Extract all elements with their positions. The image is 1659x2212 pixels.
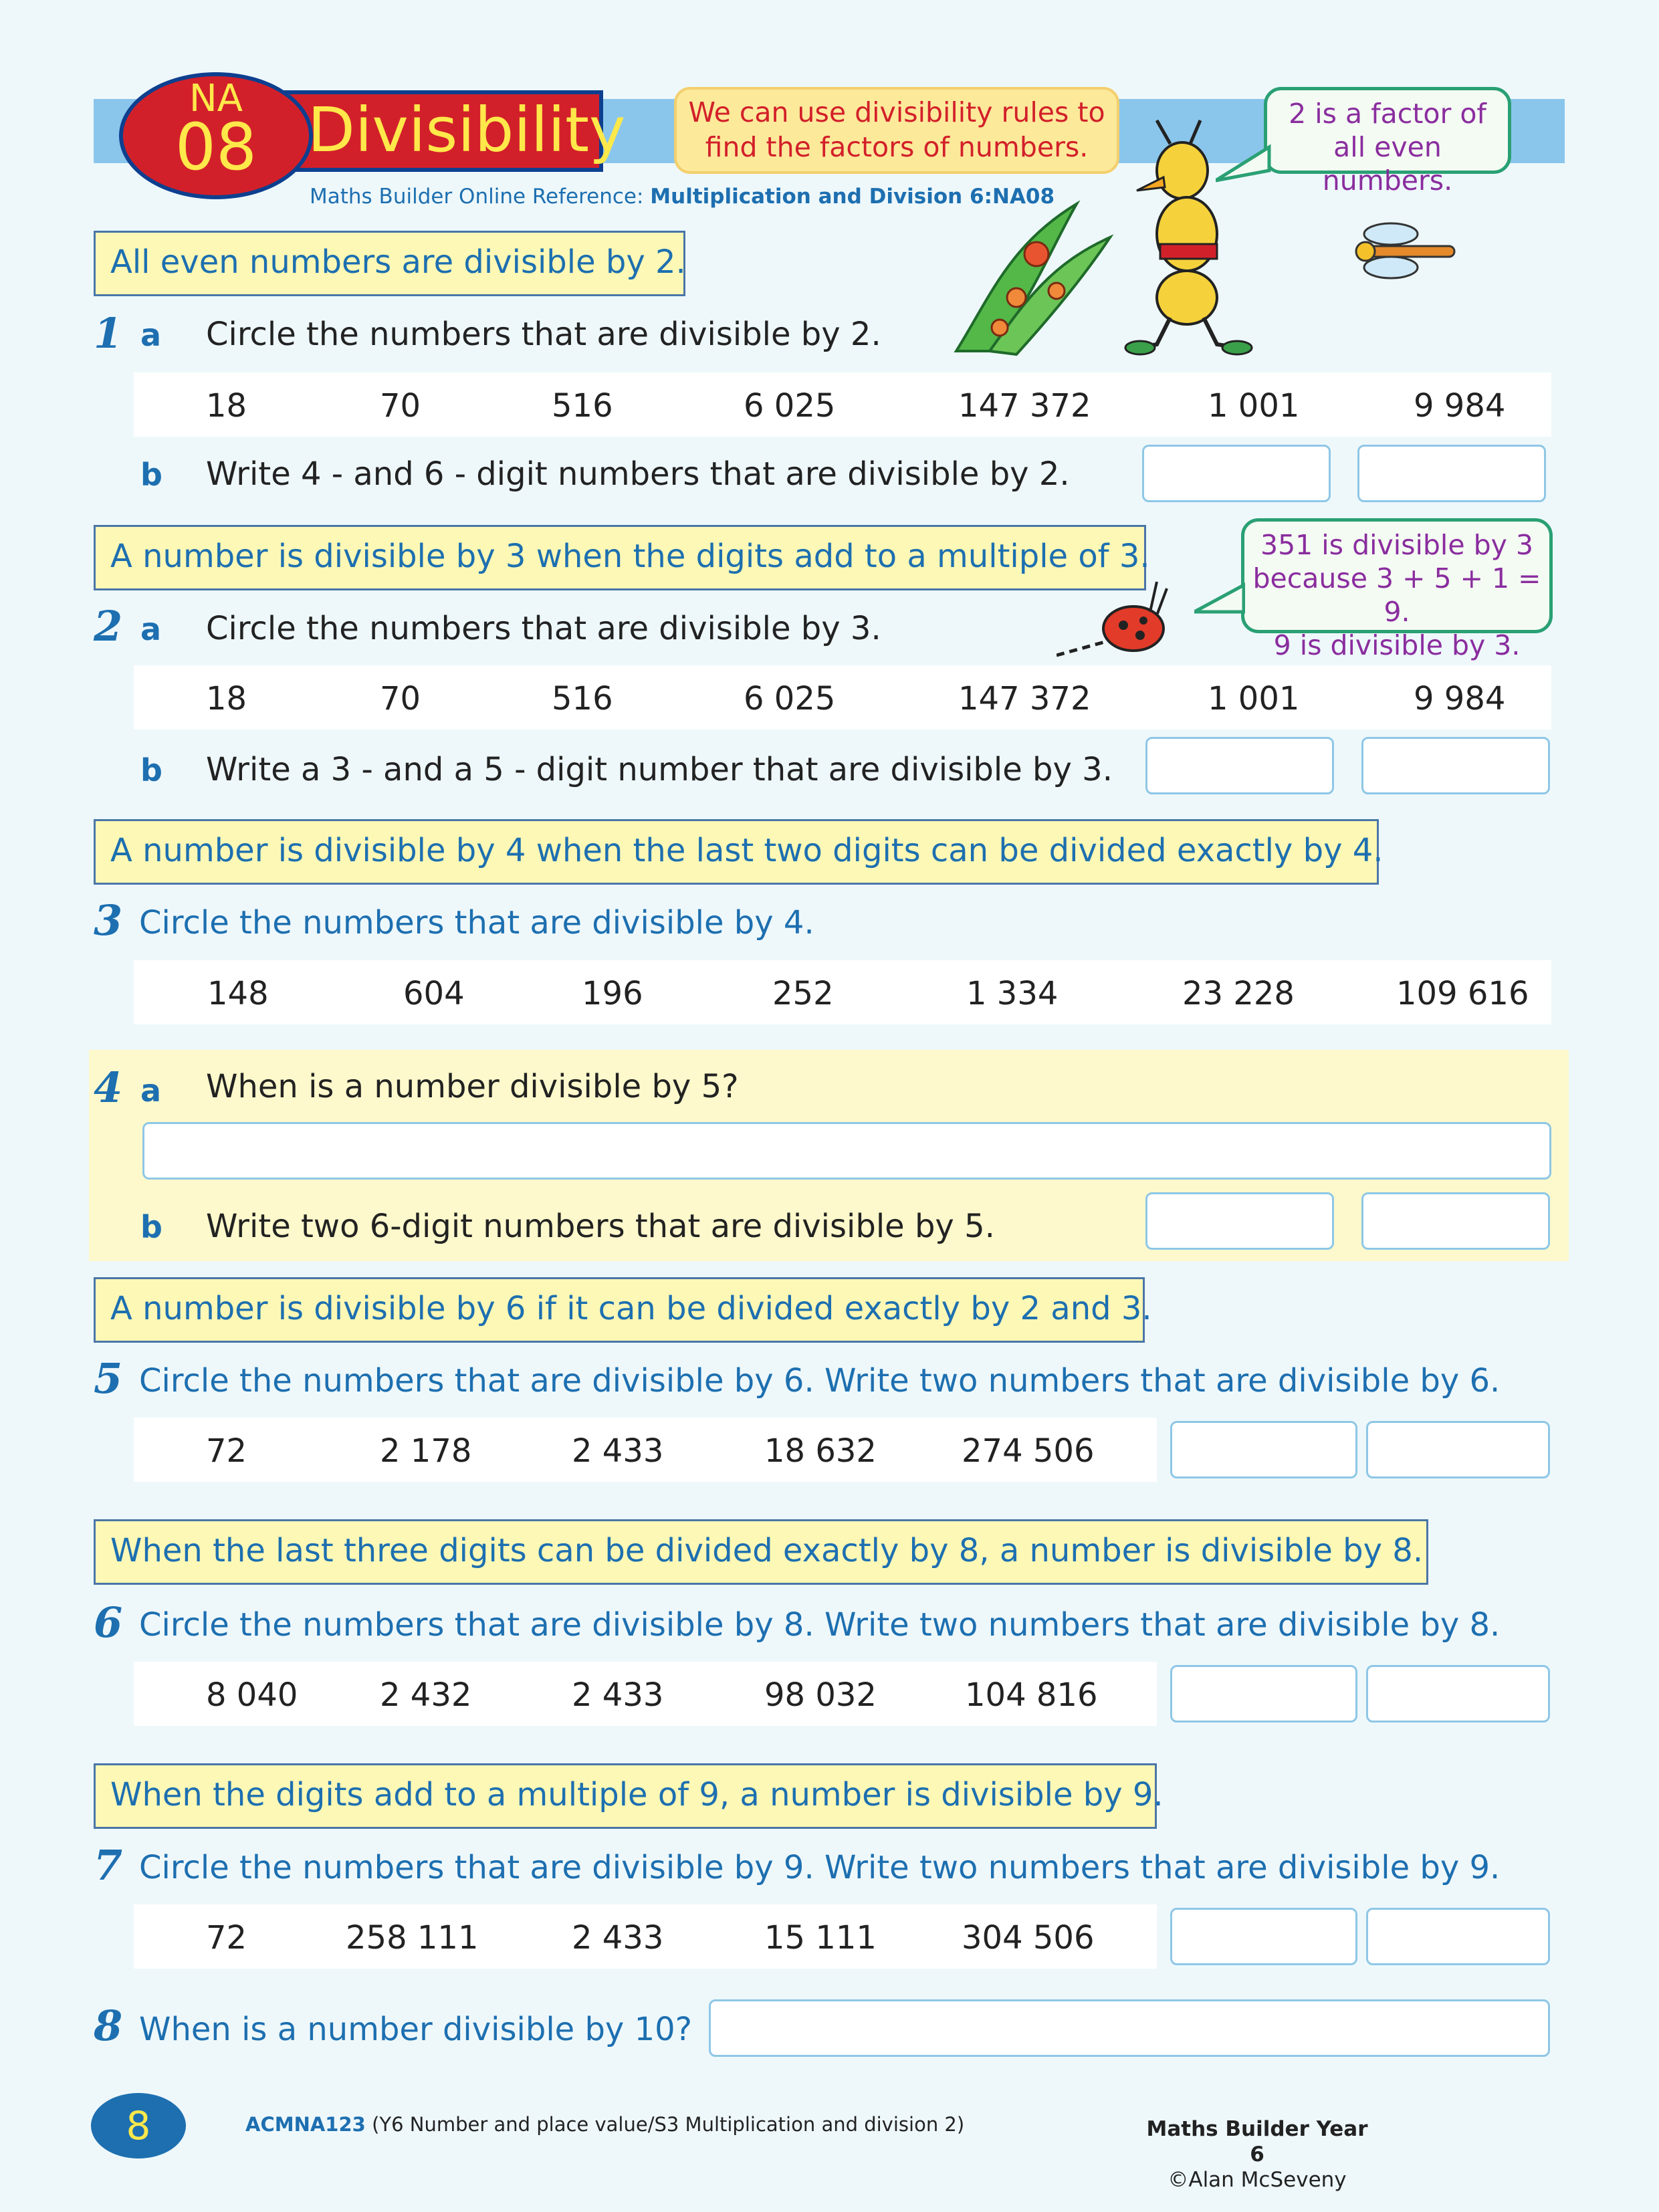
rule-divisible-by-4: A number is divisible by 4 when the last two digits can be divided exactly by 4. <box>94 819 1379 885</box>
question-8-text: When is a number divisible by 10? <box>139 2011 693 2048</box>
q1b-answer-box-2[interactable] <box>1357 445 1546 502</box>
topic-number: 08 <box>175 110 257 185</box>
q5-number[interactable]: 2 433 <box>572 1432 664 1470</box>
question-1a-text: Circle the numbers that are divisible by 2. <box>206 316 881 353</box>
q5-number[interactable]: 18 632 <box>764 1432 877 1470</box>
curriculum-code <box>245 2113 964 2136</box>
q7-number[interactable]: 304 506 <box>962 1919 1095 1957</box>
q1-number[interactable]: 18 <box>206 387 247 425</box>
question-1a-letter: a <box>140 317 162 353</box>
q2-number[interactable]: 516 <box>552 680 613 717</box>
q3-number[interactable]: 196 <box>582 975 643 1012</box>
question-3-number: 3 <box>94 896 123 945</box>
q3-number[interactable]: 1 334 <box>966 975 1059 1012</box>
question-2b-letter: b <box>140 752 162 788</box>
question-7-text: Circle the numbers that are divisible by 9. Write two numbers that are divisible by 9. <box>139 1849 1501 1886</box>
question-4b-text: Write two 6-digit numbers that are divisible by 5. <box>206 1208 995 1245</box>
q4b-answer-box-2[interactable] <box>1361 1192 1550 1250</box>
dragonfly-icon <box>1351 214 1458 294</box>
rule-divisible-by-8: When the last three digits can be divided exactly by 8, a number is divisible by 8. <box>94 1519 1428 1585</box>
q2-number[interactable]: 6 025 <box>744 680 836 717</box>
bubble2-line-2: because 3 + 5 + 1 = 9. <box>1252 562 1541 628</box>
bubble2-line-1: 351 is divisible by 3 <box>1260 529 1533 561</box>
question-4a-text: When is a number divisible by 5? <box>206 1068 739 1105</box>
rule-divisible-by-2: All even numbers are divisible by 2. <box>94 231 685 296</box>
q6-number[interactable]: 2 432 <box>380 1676 472 1714</box>
q2b-answer-box-1[interactable] <box>1145 737 1334 794</box>
q7-number-row <box>134 1904 1157 1969</box>
book-title: Maths Builder Year 6 <box>1146 2117 1368 2167</box>
question-3-text: Circle the numbers that are divisible by 4. <box>139 904 814 942</box>
question-1-number: 1 <box>94 309 123 358</box>
q6-number[interactable]: 104 816 <box>965 1676 1098 1714</box>
q5-number[interactable]: 72 <box>206 1432 247 1470</box>
q3-number[interactable]: 109 616 <box>1396 975 1529 1012</box>
q4a-answer-field[interactable] <box>142 1122 1551 1180</box>
q6-number[interactable]: 2 433 <box>572 1676 664 1714</box>
curriculum-code-id: ACMNA123 <box>245 2113 366 2136</box>
book-credit <box>1143 2116 1371 2193</box>
question-7-number: 7 <box>94 1841 123 1890</box>
question-8-number: 8 <box>94 2001 123 2050</box>
bubble2-line-3: 9 is divisible by 3. <box>1273 629 1521 661</box>
q6-answer-box-2[interactable] <box>1366 1665 1550 1723</box>
q2-number[interactable]: 9 984 <box>1414 680 1506 717</box>
q7-answer-box-2[interactable] <box>1366 1908 1550 1965</box>
q5-number[interactable]: 274 506 <box>962 1432 1095 1470</box>
q5-number-row <box>134 1418 1157 1482</box>
q2-number[interactable]: 147 372 <box>958 680 1091 717</box>
q2-number[interactable]: 1 001 <box>1208 680 1300 717</box>
speech-bubble-example <box>1241 518 1553 661</box>
rule-divisible-by-9: When the digits add to a multiple of 9, a number is divisible by 9. <box>94 1763 1157 1829</box>
question-6-text: Circle the numbers that are divisible by 8. Write two numbers that are divisible by 8. <box>139 1606 1501 1644</box>
q7-number[interactable]: 72 <box>206 1919 247 1957</box>
q6-answer-box-1[interactable] <box>1170 1665 1357 1723</box>
q3-number-row <box>134 960 1551 1024</box>
online-ref-value: Multiplication and Division 6:NA08 <box>650 185 1055 209</box>
q1-number[interactable]: 9 984 <box>1414 387 1506 425</box>
q7-number[interactable]: 15 111 <box>764 1919 877 1957</box>
q6-number[interactable]: 98 032 <box>764 1676 877 1714</box>
online-reference <box>310 185 1055 209</box>
intro-line-2: find the factors of numbers. <box>705 131 1089 163</box>
question-2a-letter: a <box>140 611 162 647</box>
q2-number[interactable]: 18 <box>206 680 247 717</box>
page-title: Divisibility <box>308 94 626 166</box>
ant-character-icon <box>1123 117 1257 364</box>
rule-divisible-by-6: A number is divisible by 6 if it can be divided exactly by 2 and 3. <box>94 1277 1145 1343</box>
q3-number[interactable]: 23 228 <box>1182 975 1295 1012</box>
bubble1-line-1: 2 is a factor of <box>1289 98 1486 130</box>
q5-answer-box-2[interactable] <box>1366 1421 1550 1478</box>
q6-number[interactable]: 8 040 <box>206 1676 298 1714</box>
copyright: ©Alan McSeveny <box>1168 2168 1347 2192</box>
intro-line-1: We can use divisibility rules to <box>688 96 1105 128</box>
q8-answer-field[interactable] <box>709 1999 1550 2057</box>
intro-note <box>674 87 1119 174</box>
q7-number[interactable]: 2 433 <box>572 1919 664 1957</box>
q7-number[interactable]: 258 111 <box>346 1919 479 1957</box>
bubble2-tail-icon <box>1194 582 1245 622</box>
online-ref-label: Maths Builder Online Reference: <box>310 185 644 209</box>
q3-number[interactable]: 604 <box>403 975 465 1012</box>
question-5-text: Circle the numbers that are divisible by 6. Write two numbers that are divisible by 6. <box>139 1362 1501 1400</box>
question-1b-text: Write 4 - and 6 - digit numbers that are divisible by 2. <box>206 455 1070 493</box>
speech-bubble-factor <box>1264 87 1511 197</box>
question-2b-text: Write a 3 - and a 5 - digit number that are divisible by 3. <box>206 751 1113 788</box>
grass-ladybug-icon <box>950 191 1123 358</box>
question-5-number: 5 <box>94 1354 123 1403</box>
topic-code: NA <box>189 77 243 120</box>
question-6-number: 6 <box>94 1598 123 1647</box>
q2b-answer-box-2[interactable] <box>1361 737 1550 794</box>
q1b-answer-box-1[interactable] <box>1142 445 1331 502</box>
page-number: 8 <box>91 2093 186 2159</box>
question-2a-text: Circle the numbers that are divisible by 3. <box>206 610 881 647</box>
q1-number[interactable]: 147 372 <box>958 387 1091 425</box>
question-1b-letter: b <box>140 457 162 493</box>
rule-divisible-by-3: A number is divisible by 3 when the digits add to a multiple of 3. <box>94 525 1146 590</box>
question-4-number: 4 <box>94 1063 123 1112</box>
q3-number[interactable]: 148 <box>207 975 269 1012</box>
curriculum-code-description: (Y6 Number and place value/S3 Multiplication and division 2) <box>372 2113 965 2136</box>
q2-number-row <box>134 665 1551 730</box>
q3-number[interactable]: 252 <box>772 975 834 1012</box>
question-4a-letter: a <box>140 1073 162 1109</box>
q1-number[interactable]: 516 <box>552 387 613 425</box>
bubble1-line-2: all even numbers. <box>1322 131 1453 197</box>
q7-answer-box-1[interactable] <box>1170 1908 1357 1965</box>
q6-number-row <box>134 1662 1157 1726</box>
question-4b-letter: b <box>140 1209 162 1245</box>
q1-number[interactable]: 70 <box>380 387 421 425</box>
q2-number[interactable]: 70 <box>380 680 421 717</box>
q4b-answer-box-1[interactable] <box>1145 1192 1334 1250</box>
q1-number[interactable]: 1 001 <box>1208 387 1300 425</box>
q1-number[interactable]: 6 025 <box>744 387 836 425</box>
q1-number-row <box>134 372 1551 437</box>
q5-number[interactable]: 2 178 <box>380 1432 472 1470</box>
q5-answer-box-1[interactable] <box>1170 1421 1357 1478</box>
question-2-number: 2 <box>94 602 123 651</box>
